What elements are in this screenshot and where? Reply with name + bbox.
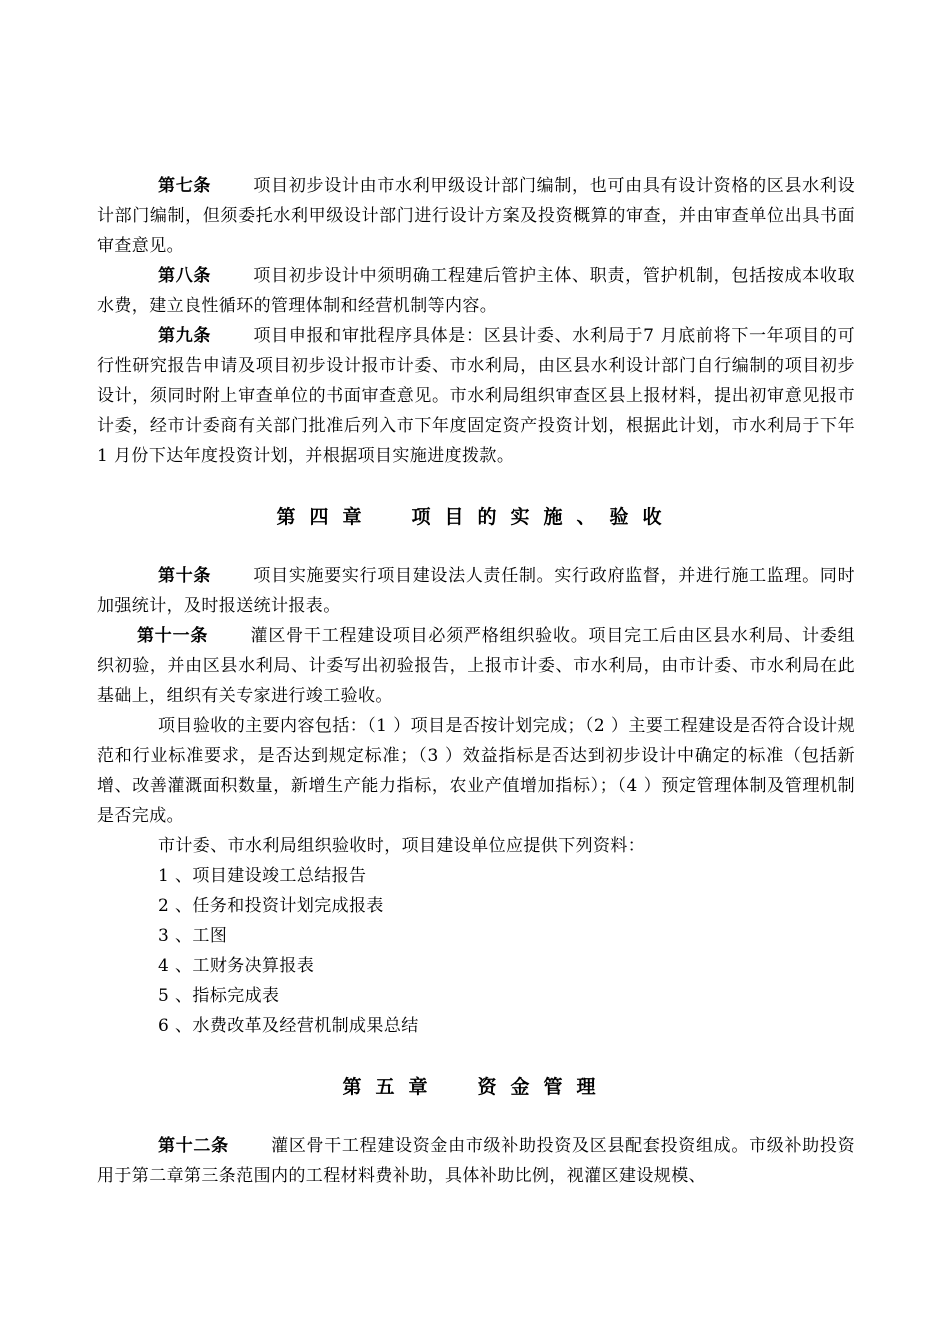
list-item: 5 、指标完成表	[158, 986, 280, 1006]
article-label: 第九条	[158, 326, 212, 346]
chapter-number: 第四章	[276, 506, 376, 528]
chapter-title: 资金管理	[477, 1076, 610, 1098]
article-text: 灌区骨干工程建设项目必须严格组织验收。项目完工后由区县水利局、计委组织初验，并由区县水利局、计委写出初验报告，上报市计委、市水利局，由市计委、市水利局在此基础上，组织有关专家进行竣工验收。	[97, 626, 855, 706]
article-label: 第十二条	[158, 1136, 229, 1156]
article-label: 第七条	[158, 176, 212, 196]
article-label: 第八条	[158, 266, 212, 286]
chapter-4-heading	[97, 502, 855, 532]
chapter-5-heading	[97, 1072, 855, 1102]
chapter-title: 项目的实施、验收	[411, 506, 676, 528]
article-11	[97, 621, 855, 711]
list-item: 1 、项目建设竣工总结报告	[158, 866, 367, 886]
list-item: 3 、工图	[158, 926, 228, 946]
document-body	[97, 171, 855, 1191]
article-12	[97, 1131, 855, 1191]
chapter-number: 第五章	[342, 1076, 442, 1098]
article-10	[97, 561, 855, 621]
article-text: 项目申报和审批程序具体是：区县计委、水利局于7 月底前将下一年项目的可行性研究报告申请及项目初步设计报市计委、市水利局，由区县水利设计部门自行编制的项目初步设计，须同时附上审查单位的书面审查意见。市水利局组织审查区县上报材料，提出初审意见报市计委，经市计委商有关部门批准后列入市下年度固定资产投资计划，根据此计划，市水利局于下年1 月份下达年度投资计划，并根据项目实施进度拨款。	[97, 326, 855, 466]
article-text: 灌区骨干工程建设资金由市级补助投资及区县配套投资组成。市级补助投资用于第二章第三条范围内的工程材料费补助，具体补助比例，视灌区建设规模、	[97, 1136, 855, 1186]
article-text: 项目初步设计中须明确工程建后管护主体、职责，管护机制，包括按成本收取水费，建立良性循环的管理体制和经营机制等内容。	[97, 266, 855, 316]
article-8	[97, 261, 855, 321]
article-label: 第十一条	[137, 626, 209, 646]
list-item: 6 、水费改革及经营机制成果总结	[158, 1016, 419, 1036]
article-7	[97, 171, 855, 261]
materials-intro: 市计委、市水利局组织验收时，项目建设单位应提供下列资料：	[158, 836, 646, 856]
list-item: 2 、任务和投资计划完成报表	[158, 896, 384, 916]
article-label: 第十条	[158, 566, 212, 586]
article-text: 项目实施要实行项目建设法人责任制。实行政府监督，并进行施工监理。同时加强统计，及时报送统计报表。	[97, 566, 855, 616]
article-text: 项目初步设计由市水利甲级设计部门编制，也可由具有设计资格的区县水利设计部门编制，但须委托水利甲级设计部门进行设计方案及投资概算的审查，并由审查单位出具书面审查意见。	[97, 176, 855, 256]
list-item: 4 、工财务决算报表	[158, 956, 315, 976]
article-9	[97, 321, 855, 471]
acceptance-content: 项目验收的主要内容包括：（1 ）项目是否按计划完成；（2 ）主要工程建设是否符合设计规范和行业标准要求，是否达到规定标准；（3 ）效益指标是否达到初步设计中确定的标准（包括新增、改善灌溉面积数量，新增生产能力指标，农业产值增加指标）；（4 ）预定管理体制及管理机制是否完成。	[97, 716, 855, 826]
